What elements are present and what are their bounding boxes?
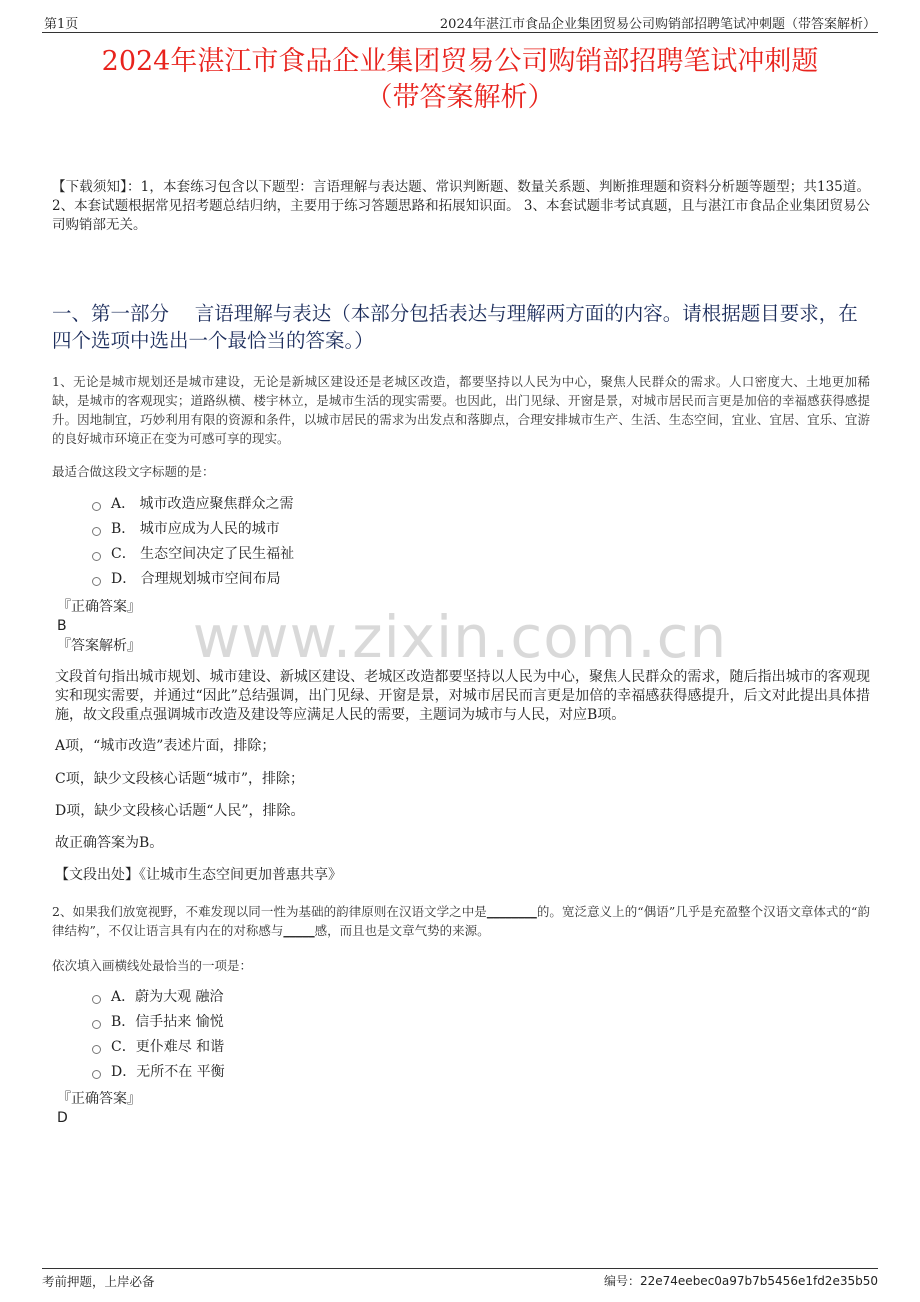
radio-icon[interactable] <box>92 577 101 586</box>
document-id: 编号：22e74eebec0a97b7b5456e1fd2e35b50 <box>604 1274 878 1288</box>
radio-icon[interactable] <box>92 1070 101 1079</box>
header-doc-title: 2024年湛江市食品企业集团贸易公司购销部招聘笔试冲刺题（带答案解析） <box>439 17 876 32</box>
q2-blank-2: _____ <box>283 923 315 938</box>
q1-note-a: A项，“城市改造”表述片面，排除； <box>55 738 276 754</box>
title-line-2: （带答案解析） <box>365 82 555 113</box>
q1-option-c[interactable]: C． 生态空间决定了民生福祉 <box>92 542 294 567</box>
q2-option-d[interactable]: D．无所不在 平衡 <box>92 1060 225 1085</box>
q2-answer-label: 『正确答案』 <box>57 1091 141 1107</box>
page-header <box>42 10 878 33</box>
q1-analysis: 文段首句指出城市规划、城市建设、新城区建设、老城区改造都要坚持以人民为中心，聚焦人民群众的需求，随后指出城市的客观现实和现实需要，并通过“因此”总结强调，出门见绿、开窗是景，对城市居民而言更是加倍的幸福感获得感提升，后文对此提出具体措施，故文段重点强调城市改造及建设等应满足人民的需要，主题词为城市与人民，对应B项。 <box>55 669 870 723</box>
q1-answer-label: 『正确答案』 <box>57 599 141 615</box>
radio-icon[interactable] <box>92 1045 101 1054</box>
q2-stem: 2、如果我们放宽视野，不难发现以同一性为基础的韵律原则在汉语文学之中是________的。宽泛意义上的“偶语”几乎是充盈整个汉语文章体式的“韵律结构”，不仅让语言具有内在的对称感与_____感，而且也是文章气势的来源。 <box>52 904 870 938</box>
title-line-1: 2024年湛江市食品企业集团贸易公司购销部招聘笔试冲刺题 <box>101 46 819 77</box>
radio-icon[interactable] <box>92 552 101 561</box>
radio-icon[interactable] <box>92 1020 101 1029</box>
page-number: 第1页 <box>44 17 79 32</box>
footer-slogan: 考前押题，上岸必备 <box>42 1274 155 1289</box>
q1-option-a[interactable]: A． 城市改造应聚焦群众之需 <box>92 492 294 517</box>
q1-answer: B <box>57 618 67 634</box>
q1-note-c: C项，缺少文段核心话题“城市”，排除； <box>55 771 305 787</box>
q2-option-b[interactable]: B．信手拈来 愉悦 <box>92 1010 225 1035</box>
q2-option-c[interactable]: C．更仆难尽 和谐 <box>92 1035 225 1060</box>
document-title <box>40 44 880 116</box>
q2-option-a[interactable]: A．蔚为大观 融洽 <box>92 985 225 1010</box>
q1-conclusion: 故正确答案为B。 <box>55 835 164 851</box>
q1-options <box>92 492 294 592</box>
q1-source: 【文段出处】《让城市生态空间更加普惠共享》 <box>55 867 342 883</box>
radio-icon[interactable] <box>92 502 101 511</box>
q2-answer: D <box>57 1110 68 1126</box>
q1-stem: 1、无论是城市规划还是城市建设，无论是新城区建设还是老城区改造，都要坚持以人民为中心，聚焦人民群众的需求。人口密度大、土地更加稀缺，是城市的客观现实；道路纵横、楼宇林立，是城市生活的现实需要。也因此，出门见绿、开窗是景，对城市居民而言更是加倍的幸福感获得感提升。因地制宜，巧妙利用有限的资源和条件，以城市居民的需求为出发点和落脚点，合理安排城市生产、生活、生态空间，宜业、宜居、宜乐、宜游的良好城市环境正在变为可感可享的现实。 <box>52 374 870 446</box>
q1-option-b[interactable]: B． 城市应成为人民的城市 <box>92 517 294 542</box>
q2-options <box>92 985 225 1085</box>
q2-blank-1: ________ <box>486 904 537 919</box>
q1-analysis-label: 『答案解析』 <box>57 638 141 654</box>
page-footer <box>42 1268 878 1289</box>
download-notice: 【下载须知】：1，本套练习包含以下题型：言语理解与表达题、常识判断题、数量关系题、判断推理题和资料分析题等题型；共135道。 2、本套试题根据常见招考题总结归纳，主要用于练习答题思路和拓展知识面。 3、本套试题非考试真题，且与湛江市食品企业集团贸易公司购销部无关。 <box>52 179 870 233</box>
q1-note-d: D项，缺少文段核心话题“人民”，排除。 <box>55 803 305 819</box>
q1-prompt: 最适合做这段文字标题的是： <box>52 464 215 479</box>
q2-prompt: 依次填入画横线处最恰当的一项是： <box>52 958 253 973</box>
watermark: www.zixin.com.cn <box>192 603 728 671</box>
radio-icon[interactable] <box>92 995 101 1004</box>
q1-option-d[interactable]: D． 合理规划城市空间布局 <box>92 567 294 592</box>
radio-icon[interactable] <box>92 527 101 536</box>
section-heading: 一、第一部分 言语理解与表达（本部分包括表达与理解两方面的内容。请根据题目要求，在四个选项中选出一个最恰当的答案。） <box>52 302 858 352</box>
